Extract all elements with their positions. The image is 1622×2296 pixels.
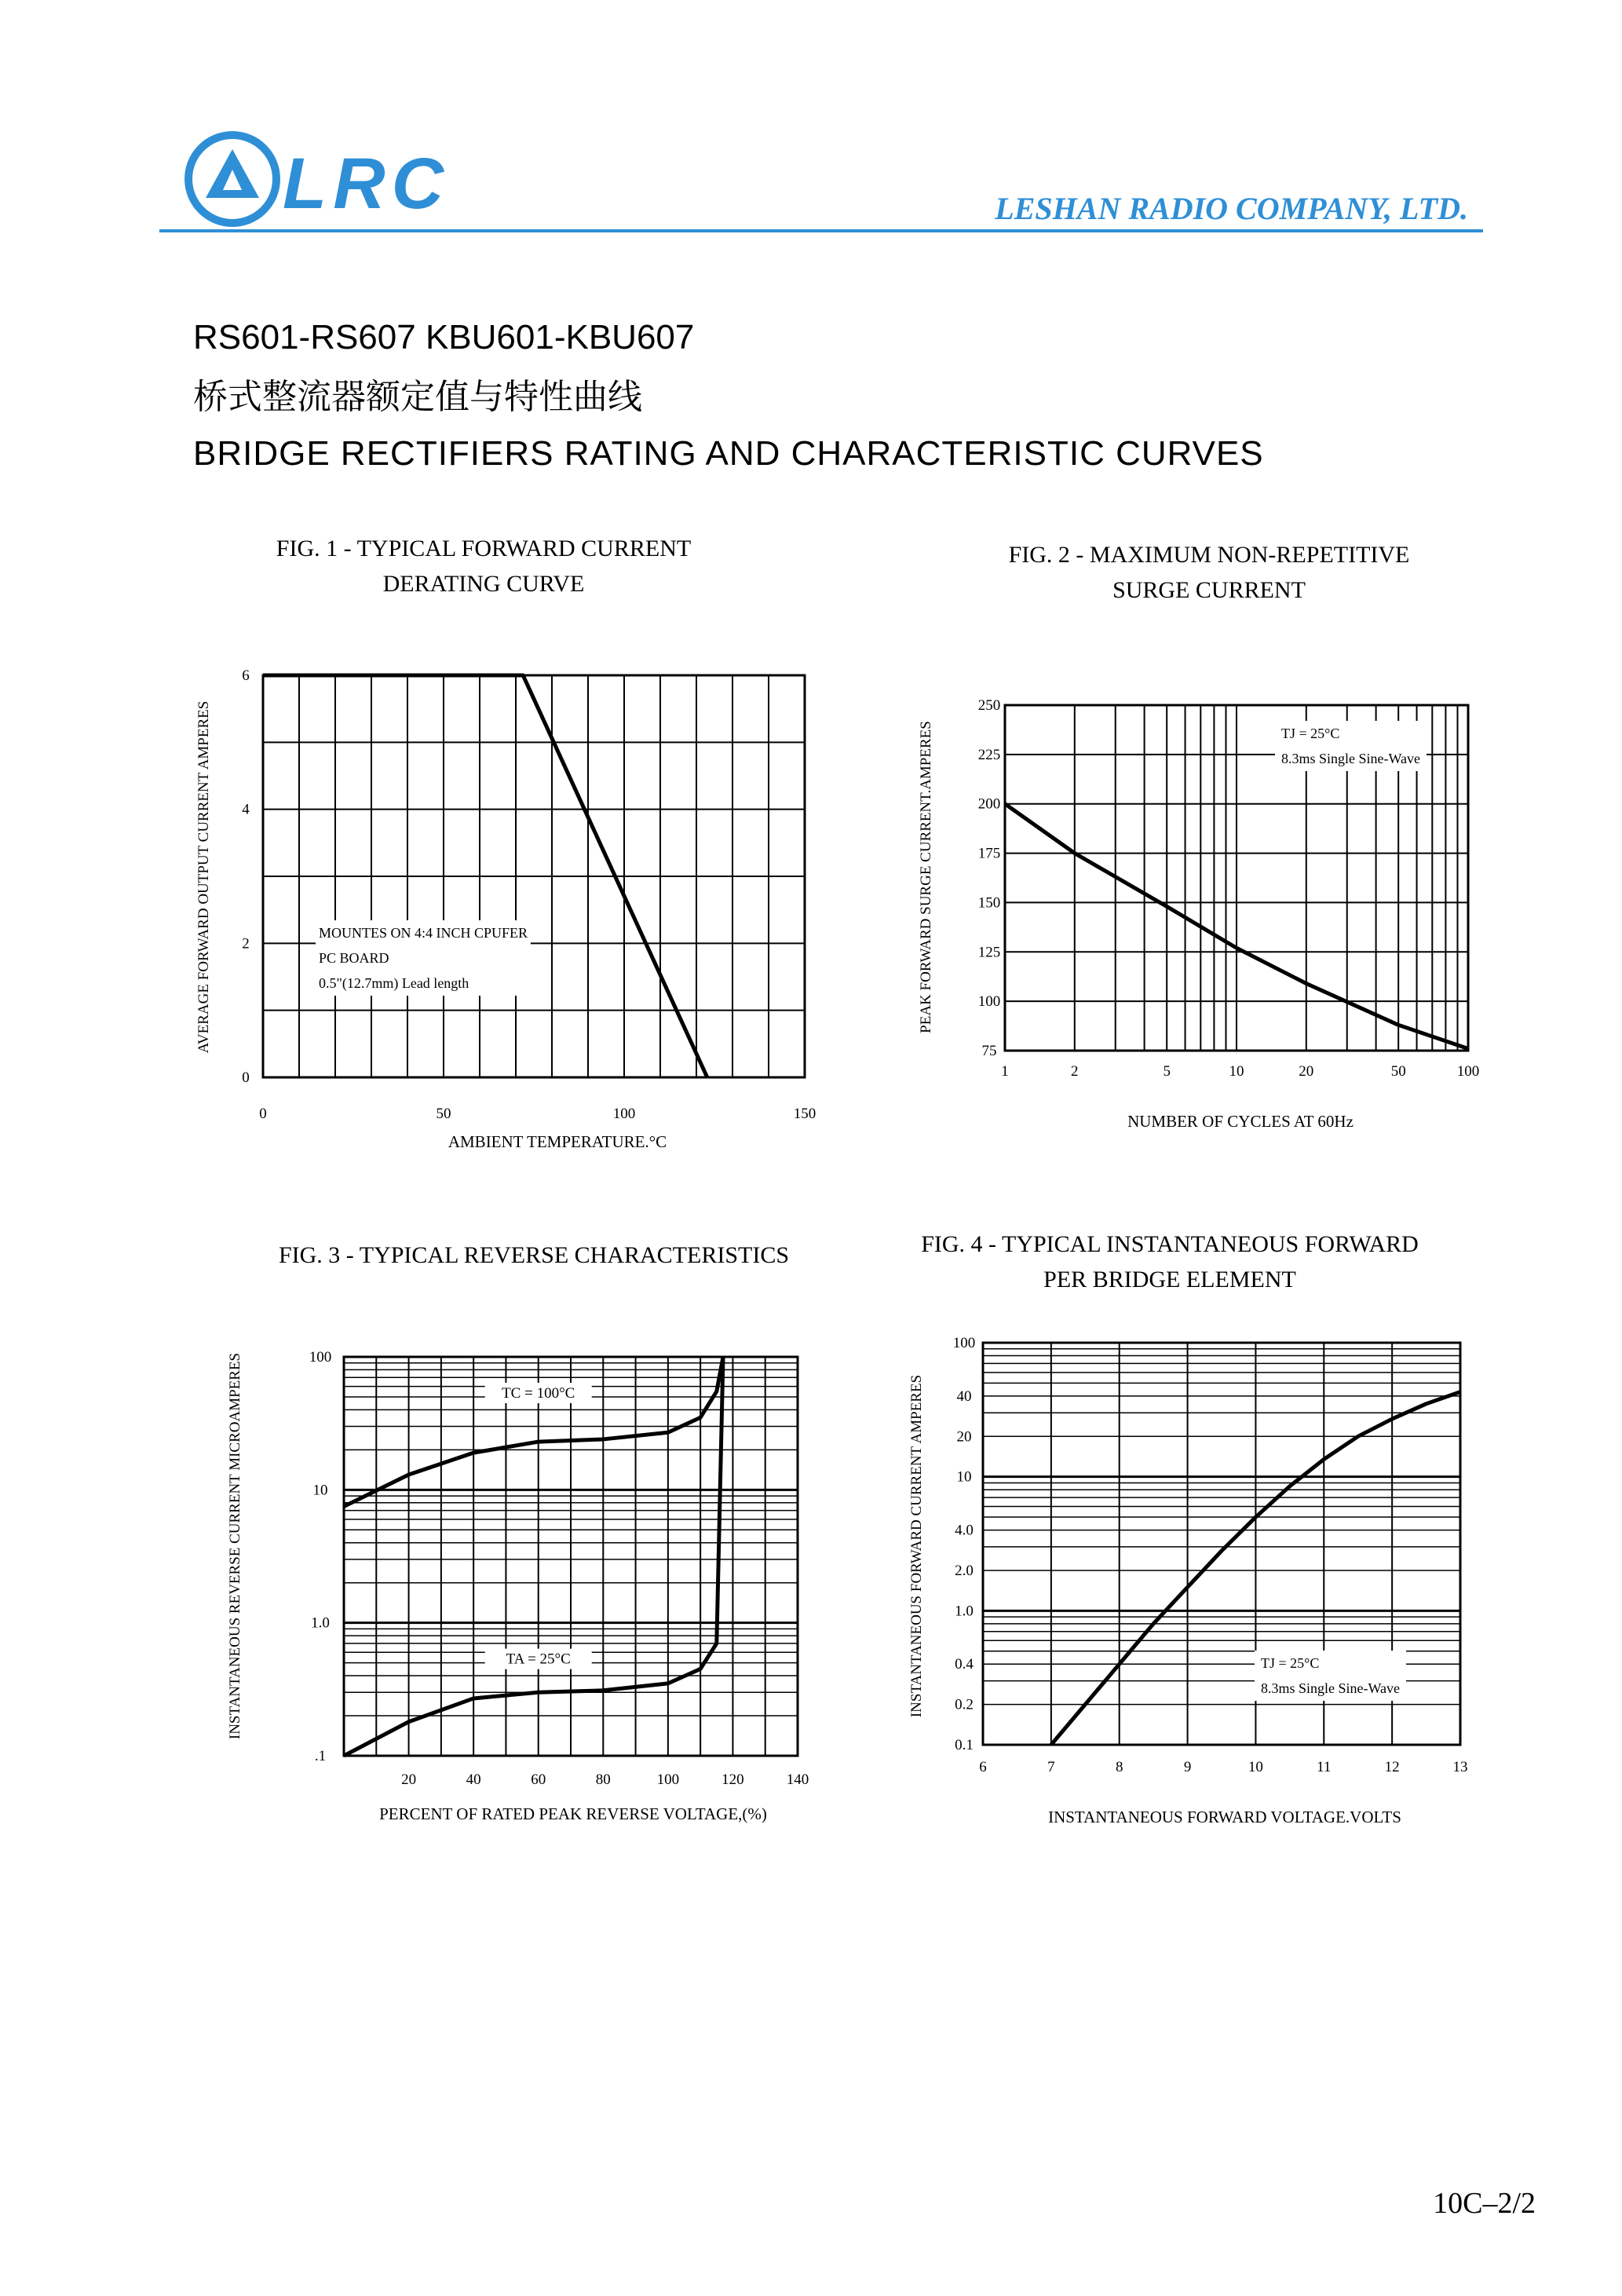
fig2-x-tick-label: 1 — [1001, 1063, 1009, 1080]
fig3-series-line-1 — [344, 1357, 723, 1506]
fig3-series-label: TA = 25°C — [506, 1651, 571, 1668]
english-title: BRIDGE RECTIFIERS RATING AND CHARACTERISTIC CURVES — [193, 434, 1264, 473]
fig4-x-tick-label: 11 — [1317, 1759, 1332, 1775]
fig2-xlabel: NUMBER OF CYCLES AT 60Hz — [1127, 1112, 1353, 1131]
fig4-x-tick-label: 8 — [1115, 1759, 1123, 1775]
lrc-logo-icon — [182, 129, 283, 229]
fig1-y-tick-label: 4 — [242, 801, 250, 818]
page-number: 10C–2/2 — [1433, 2187, 1536, 2220]
fig3-y-tick-label: 1.0 — [311, 1614, 330, 1632]
fig4-title-line1: FIG. 4 - TYPICAL INSTANTANEOUS FORWARD — [921, 1231, 1419, 1257]
fig2-y-tick-label: 125 — [977, 944, 1001, 961]
fig2-y-tick-label: 150 — [977, 894, 1001, 912]
fig1-note-line3: 0.5"(12.7mm) Lead length — [319, 975, 469, 991]
fig1-x-tick-label: 50 — [436, 1106, 451, 1122]
fig3-y-tick-label: 100 — [309, 1349, 332, 1366]
fig3-x-tick-label: 20 — [401, 1771, 417, 1788]
fig4-x-tick-label: 13 — [1452, 1759, 1468, 1775]
fig1-title-line1: FIG. 1 - TYPICAL FORWARD CURRENT — [276, 536, 692, 561]
header-rule — [159, 229, 1483, 232]
fig3-y-tick-label: .1 — [314, 1748, 327, 1764]
fig2-title — [989, 537, 1429, 608]
fig2-note-line2: 8.3ms Single Sine-Wave — [1281, 751, 1421, 766]
fig3-x-tick-label: 60 — [531, 1771, 546, 1788]
fig2-note-line1: TJ = 25°C — [1281, 726, 1340, 741]
part-number-title: RS601-RS607 KBU601-KBU607 — [193, 318, 695, 356]
fig2-y-tick-label: 250 — [977, 697, 1001, 714]
fig1-y-tick-label: 2 — [242, 935, 250, 952]
fig4-xlabel: INSTANTANEOUS FORWARD VOLTAGE.VOLTS — [1048, 1808, 1401, 1826]
fig4-note-line1: TJ = 25°C — [1261, 1655, 1320, 1671]
fig4-y-tick-label: 20 — [956, 1428, 972, 1446]
fig3-title — [251, 1238, 816, 1273]
fig1-annotation — [316, 920, 531, 996]
fig1-x-tick-label: 150 — [793, 1106, 816, 1122]
fig1-note-line1: MOUNTES ON 4:4 INCH CPUFER — [319, 925, 528, 941]
fig4-ylabel: INSTANTANEOUS FORWARD CURRENT AMPERES — [908, 1374, 925, 1718]
fig4-y-tick-label: 2.0 — [955, 1562, 974, 1579]
fig4-chart — [934, 1319, 1484, 1782]
fig2-y-tick-label: 225 — [977, 746, 1001, 763]
fig3-ylabel: INSTANTANEOUS REVERSE CURRENT MICROAMPERES — [227, 1352, 243, 1740]
fig4-y-tick-label: 0.4 — [955, 1656, 974, 1673]
fig3-x-tick-label: 140 — [786, 1771, 809, 1788]
fig3-x-tick-label: 120 — [721, 1771, 744, 1788]
fig4-y-tick-label: 0.1 — [955, 1737, 974, 1753]
fig3-xlabel: PERCENT OF RATED PEAK REVERSE VOLTAGE,(%) — [379, 1804, 767, 1823]
fig3-series-label: TC = 100°C — [502, 1384, 575, 1402]
fig2-y-tick-label: 175 — [977, 845, 1001, 862]
fig3-chart — [290, 1327, 824, 1788]
fig3-x-tick-label: 100 — [656, 1771, 680, 1788]
fig2-y-tick-label: 100 — [977, 993, 1001, 1011]
fig3-series-line-2 — [344, 1357, 723, 1756]
fig1-xlabel: AMBIENT TEMPERATURE.°C — [448, 1132, 667, 1151]
fig1-chart — [220, 652, 832, 1122]
fig4-y-tick-label: 1.0 — [955, 1603, 974, 1620]
fig4-y-tick-label: 40 — [956, 1387, 972, 1405]
fig1-x-tick-label: 0 — [259, 1106, 267, 1122]
fig4-x-tick-label: 10 — [1248, 1759, 1263, 1775]
fig4-x-tick-label: 7 — [1047, 1759, 1055, 1775]
chinese-title: 桥式整流器额定值与特性曲线 — [193, 378, 642, 416]
fig4-title — [887, 1227, 1452, 1297]
fig3-x-tick-label: 40 — [466, 1771, 481, 1788]
fig2-x-tick-label: 5 — [1163, 1063, 1171, 1080]
fig2-x-tick-label: 10 — [1229, 1063, 1244, 1080]
company-name: LESHAN RADIO COMPANY, LTD. — [995, 191, 1468, 226]
fig2-x-tick-label: 2 — [1071, 1063, 1079, 1080]
fig3-x-tick-label: 80 — [595, 1771, 611, 1788]
fig2-title-line1: FIG. 2 - MAXIMUM NON-REPETITIVE — [1008, 542, 1410, 568]
fig1-y-tick-label: 6 — [242, 667, 250, 684]
fig3-y-tick-label: 10 — [312, 1482, 328, 1499]
fig3-title-line1: FIG. 3 - TYPICAL REVERSE CHARACTERISTICS — [278, 1242, 790, 1268]
fig2-ylabel: PEAK FORWARD SURGE CURRENT.AMPERES — [918, 721, 934, 1033]
fig4-y-tick-label: 0.2 — [955, 1696, 974, 1713]
fig1-x-tick-label: 100 — [612, 1106, 636, 1122]
fig1-ylabel: AVERAGE FORWARD OUTPUT CURRENT AMPERES — [195, 700, 212, 1054]
fig4-y-tick-label: 100 — [952, 1335, 976, 1351]
fig1-note-line2: PC BOARD — [319, 950, 389, 966]
fig4-x-tick-label: 12 — [1384, 1759, 1400, 1775]
fig2-x-tick-label: 20 — [1299, 1063, 1314, 1080]
logo-text: LRC — [283, 144, 451, 224]
fig4-x-tick-label: 6 — [979, 1759, 987, 1775]
fig2-annotation — [1275, 721, 1427, 771]
fig1-y-tick-label: 0 — [242, 1069, 250, 1086]
fig4-annotation — [1255, 1651, 1406, 1701]
fig4-note-line2: 8.3ms Single Sine-Wave — [1261, 1680, 1401, 1696]
fig4-title-line2: PER BRIDGE ELEMENT — [1043, 1267, 1296, 1292]
fig1-title-line2: DERATING CURVE — [382, 571, 585, 597]
fig2-title-line2: SURGE CURRENT — [1112, 577, 1306, 603]
fig2-x-tick-label: 100 — [1456, 1063, 1480, 1080]
fig4-y-tick-label: 4.0 — [955, 1522, 974, 1539]
fig4-x-tick-label: 9 — [1183, 1759, 1192, 1775]
fig2-x-tick-label: 50 — [1390, 1063, 1406, 1080]
fig4-y-tick-label: 10 — [956, 1468, 972, 1486]
fig2-y-tick-label: 200 — [977, 795, 1001, 813]
fig2-y-tick-label: 75 — [981, 1043, 997, 1059]
fig1-title — [264, 531, 703, 601]
